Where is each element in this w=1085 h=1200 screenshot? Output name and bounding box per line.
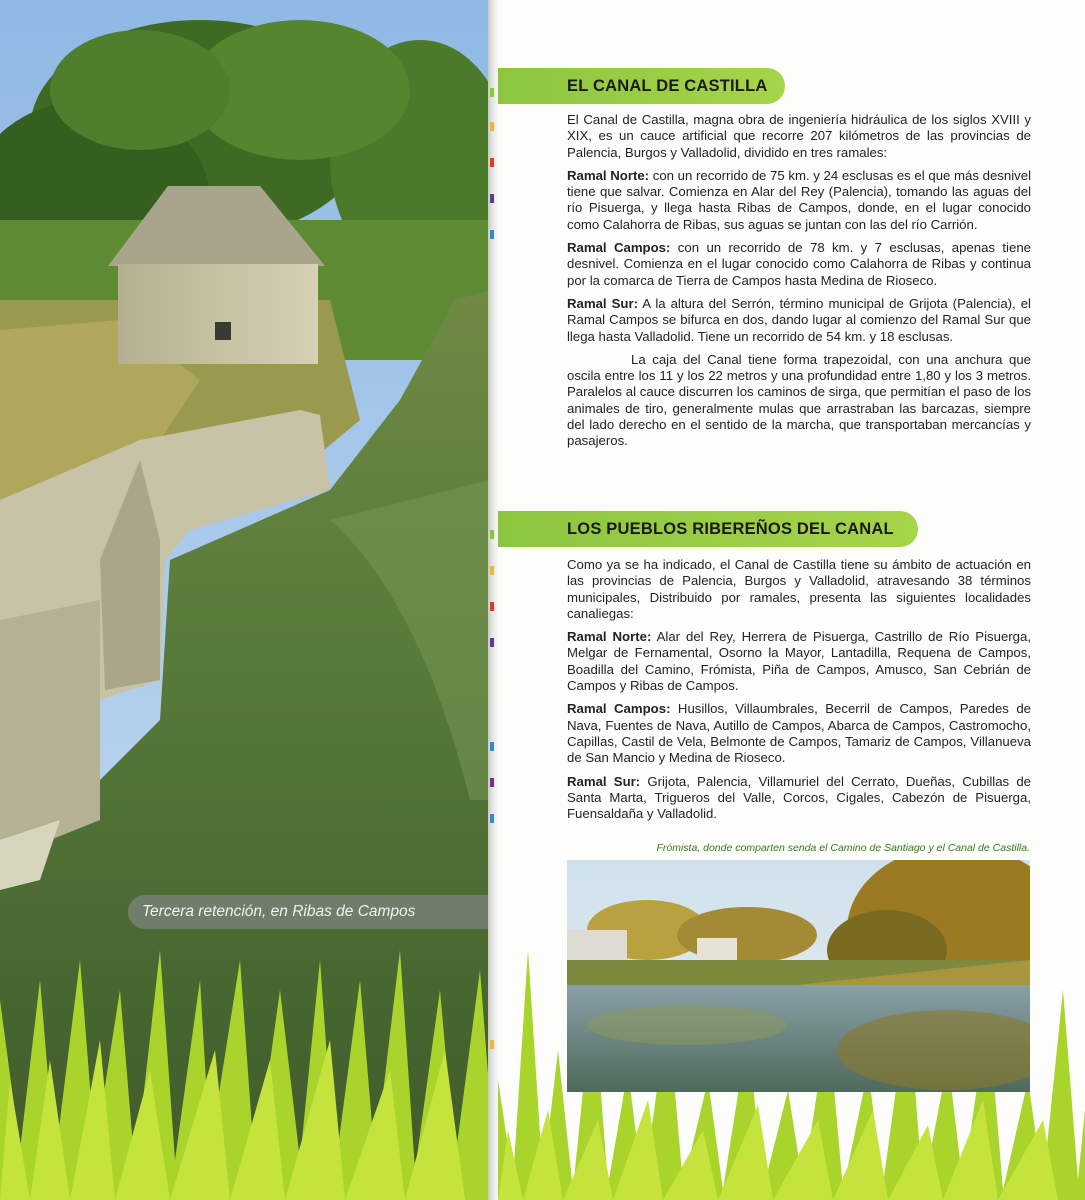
ramal-label: Ramal Norte: [567, 629, 652, 645]
left-photo-caption: Tercera retención, en Ribas de Campos [128, 895, 488, 929]
fromista-photo-caption: Frómista, donde comparten senda el Camino de Santiago y el Canal de Castilla. [656, 842, 1030, 854]
fromista-photo-image [567, 860, 1030, 1092]
ramal-norte-paragraph [567, 629, 1031, 694]
color-tab [490, 194, 494, 203]
section-heading-pueblos: LOS PUEBLOS RIBEREÑOS DEL CANAL [498, 511, 918, 547]
ramal-text: con un recorrido de 78 km. y 7 esclusas, apenas tiene desnivel. Comienza en el lugar conocido como Calahorra de Ribas y continua por la comarca de Tierra de Campos hasta Medina de Rioseco. [567, 240, 1031, 288]
ramal-label: Ramal Sur: [567, 773, 641, 789]
right-page [498, 0, 1085, 1200]
color-tab [490, 638, 494, 647]
color-tab [490, 122, 494, 131]
fromista-photo [567, 860, 1030, 1092]
color-tab [490, 742, 494, 751]
ramal-label: Ramal Campos: [567, 240, 671, 256]
color-tab [490, 814, 494, 823]
ramal-campos-paragraph [567, 240, 1031, 289]
ramal-label: Ramal Campos: [567, 701, 671, 717]
ramal-campos-paragraph [567, 701, 1031, 766]
caja-paragraph: La caja del Canal tiene forma trapezoidal, con una anchura que oscila entre los 11 y los 22 metros y una profundidad entre 1,80 y los 3 metros. Paralelos al cauce discurren los caminos de sirga, que permitían el paso de los animales de tiro, generalmente mulas que arrastraban las barcazas, siempre del lado derecho en el sentido de la marcha, que transportaban mercancías y pasajeros. [567, 351, 1031, 449]
color-tab [490, 158, 494, 167]
color-tab [490, 602, 494, 611]
ramal-sur-paragraph [567, 296, 1031, 345]
intro-paragraph: El Canal de Castilla, magna obra de ingeniería hidráulica de los siglos XVIII y XIX, es un cauce artificial que recorre 207 kilómetros de las provincias de Palencia, Burgos y Valladolid, dividido en tres ramales: [567, 112, 1031, 160]
ramal-label: Ramal Norte: [567, 167, 650, 183]
ramal-text: con un recorrido de 75 km. y 24 esclusas es el que más desnivel tiene que salvar. Comienza en Alar del Rey (Palencia), tomando las aguas del río Pisuerga, y llega hasta Ribas de Campos, donde, en el lugar conocido como Calahorra de Ribas, sus aguas se juntan con las del río Carrión. [567, 167, 1031, 232]
ramal-norte-paragraph [567, 168, 1031, 233]
ramal-sur-paragraph [567, 774, 1031, 823]
color-tab [490, 1040, 494, 1049]
intro-paragraph: Como ya se ha indicado, el Canal de Castilla tiene su ámbito de actuación en las provincias de Palencia, Burgos y Valladolid, atravesando 38 términos municipales, Distribuido por ramales, presenta las siguientes localidades canaliegas: [567, 557, 1031, 621]
color-tab [490, 778, 494, 787]
color-tab-strip [490, 0, 494, 1200]
section-heading-canal: EL CANAL DE CASTILLA [498, 68, 785, 104]
ramal-text: Alar del Rey, Herrera de Pisuerga, Castrillo de Río Pisuerga, Melgar de Fernamental, Osorno la Mayor, Lantadilla, Requena de Campos, Boadilla del Camino, Frómista, Piña de Campos, Amusco, San Cebrián de Campos y Ribas de Campos. [567, 629, 1031, 694]
ramal-text: Husillos, Villaumbrales, Becerril de Campos, Paredes de Nava, Fuentes de Nava, Autillo de Campos, Abarca de Campos, Castromocho, Capillas, Castil de Vela, Belmonte de Campos, Tamariz de Campos, Villanueva de San Mancio y Medina de Rioseco. [567, 701, 1031, 766]
color-tab [490, 530, 494, 539]
canal-photo [0, 0, 490, 1200]
left-page [0, 0, 490, 1200]
ramal-text: A la altura del Serrón, término municipal de Grijota (Palencia), el Ramal Campos se bifurca en dos, dando lugar al comienzo del Ramal Sur que llega hasta Valladolid. Tiene un recorrido de 54 km. y 18 esclusas. [567, 295, 1031, 344]
color-tab [490, 566, 494, 575]
section-body-pueblos [567, 557, 1031, 829]
color-tab [490, 230, 494, 239]
section-body-canal [567, 112, 1031, 457]
ramal-text: Grijota, Palencia, Villamuriel del Cerrato, Dueñas, Cubillas de Santa Marta, Trigueros del Valle, Corcos, Cigales, Cabezón de Pisuerga, Fuensaldaña y Valladolid. [567, 773, 1031, 822]
ramal-label: Ramal Sur: [567, 295, 638, 311]
color-tab [490, 88, 494, 97]
